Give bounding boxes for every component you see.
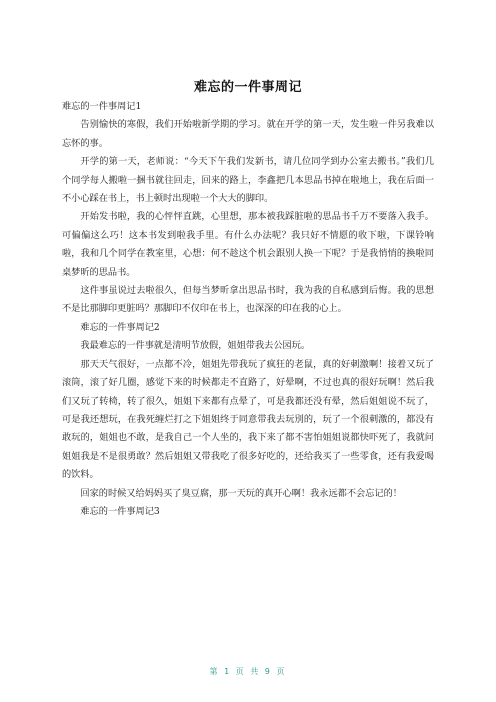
paragraph: 难忘的一件事周记3 xyxy=(80,505,160,517)
page-title: 难忘的一件事周记 xyxy=(193,80,302,95)
document-body xyxy=(62,98,434,521)
page-number-footer: 第 1 页 共 9 页 xyxy=(209,667,287,676)
paragraph: 开始发书啦，我的心怦怦直跳，心里想，那本被我踩脏啦的思品书千万不要落入我手。可偏偏这么巧！这本书发到啦我手里。有什么办法呢？我只好不情愿的收下啦，下课铃响啦，我和几个同学在教室里，心想：何不趁这个机会跟别人换一下呢？于是我悄悄的换啦同桌梦昕的思品书。 xyxy=(62,211,434,278)
paragraph: 开学的第一天，老师说：“今天下午我们发新书，请几位同学到办公室去搬书。”我们几个同学每人搬啦一捆书就往回走，回来的路上，李鑫把几本思品书掉在啦地上，我在后面一不小心踩在书上，书上顿时出现啦一个大大的脚印。 xyxy=(62,156,434,205)
paragraph: 难忘的一件事周记1 xyxy=(62,101,142,112)
paragraph: 我最难忘的一件事就是清明节放假，姐姐带我去公园玩。 xyxy=(80,340,311,352)
paragraph: 这件事虽说过去啦很久，但每当梦昕拿出思品书时，我为我的自私感到后悔。我的思想不是比那脚印更脏吗？那脚印不仅印在书上，也深深的印在我的心上。 xyxy=(62,285,434,315)
paragraph: 难忘的一件事周记2 xyxy=(80,321,160,333)
paragraph: 回家的时候又给妈妈买了臭豆腐，那一天玩的真开心啊！我永远都不会忘记的！ xyxy=(80,487,402,499)
paragraph: 那天天气很好，一点都不冷，姐姐先带我玩了疯狂的老鼠，真的好刺激啊！接着又玩了滚筒，滚了好几圈，感觉下来的时候都走不直路了，好晕啊，不过也真的很好玩啊！然后我们又玩了转椅，转了很久，姐姐下来都有点晕了，可是我都还没有晕，然后姐姐说不玩了，可是我还想玩，在我死缠烂打之下姐姐终于同意带我去玩別的，玩了一个很刺激的，都没有敢玩的，姐姐也不敢，是我自己一个人坐的，我下来了都不害怕姐姐说都快吓死了，我就问姐姐我是不是很勇敢？然后姐姐又带我吃了很多好吃的，还给我买了一些零食，还有我爱喝的饮料。 xyxy=(62,358,434,481)
paragraph: 告别愉快的寒假，我们开始啦新学期的学习。就在开学的第一天，发生啦一件另我难以忘怀的事。 xyxy=(62,119,434,149)
